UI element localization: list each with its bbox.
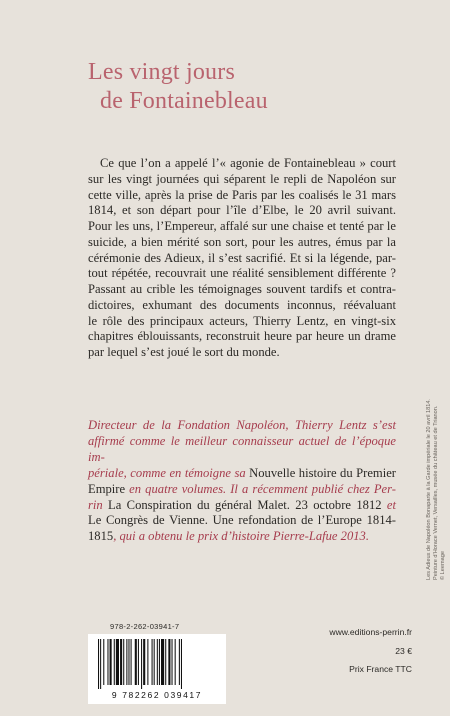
summary-line: cérémonie des Adieux, il s’est sacrifié. Et si la légende, par- (88, 250, 396, 265)
summary-line: 1814, et son départ pour l’île d’Elbe, le 20 avril suivant. (88, 203, 396, 218)
barcode-block (88, 622, 228, 704)
title-line-2: de Fontainebleau (100, 88, 268, 114)
credit-line: Peinture d’Horace Vernet, Versailles, musée du château et de Trianon. (433, 405, 439, 580)
book-summary (88, 156, 396, 361)
book-title (88, 58, 268, 116)
summary-line: le rôle des principaux acteurs, Thierry Lentz, en vingt-six (88, 313, 396, 328)
bio-line (88, 498, 396, 514)
publisher-website: www.editions-perrin.fr (329, 627, 412, 637)
barcode-icon (98, 639, 216, 689)
bio-text: rin (88, 497, 109, 512)
barcode-digits: 9 782262 039417 (111, 690, 203, 700)
bio-text: , qui a obtenu le prix d’histoire Pierre-Lafue 2013. (113, 529, 369, 544)
bio-text: Directeur de la Fondation Napoléon, Thierry Lentz s’est (88, 418, 396, 432)
price-label: Prix France TTC (349, 664, 412, 675)
book-reference: 1815 (88, 529, 114, 544)
summary-line: chapitres éblouissants, reconstruit heure par heure un drame (88, 329, 396, 344)
book-reference: La Conspiration du général Malet. 23 octobre 1812 (108, 497, 382, 512)
bio-line (88, 418, 396, 434)
bio-line (88, 482, 396, 498)
title-line-1: Les vingt jours (88, 59, 235, 85)
bio-line (88, 466, 396, 482)
summary-line: sur les vingt journées qui séparent le repli de Napoléon sur (88, 171, 396, 186)
cover-image-credit (426, 399, 447, 580)
author-bio (88, 418, 396, 545)
summary-line: tout répétée, recouvrait une réalité sensiblement différente ? (88, 266, 396, 281)
summary-line: par lequel s’est joué le sort du monde. (88, 345, 280, 359)
bio-line (88, 434, 396, 466)
barcode (88, 634, 226, 704)
summary-line: cette ville, après la prise de Paris par les coalisés le 31 mars (88, 187, 396, 202)
publisher-info (329, 628, 412, 684)
credit-line: Les Adieux de Napoléon Bonaparte à la Garde impériale le 20 avril 1814. (426, 399, 432, 580)
bio-text: en quatre volumes. Il a récemment publié chez Per- (125, 481, 396, 496)
bio-line (88, 513, 396, 529)
isbn-number: 978-2-262-03941-7 (110, 622, 180, 631)
credit-line: © Leemage (440, 550, 446, 580)
bio-line (88, 529, 396, 545)
bio-text: et (381, 497, 396, 512)
summary-line: suicide, a bien mérité son sort, pour les autres, émus par la (88, 234, 396, 249)
bio-text: périale, comme en témoigne sa (88, 465, 250, 480)
summary-line: Pour les uns, l’Empereur, affalé sur une chaise et tenté par le (88, 219, 396, 233)
bio-text: affirmé comme le meilleur connaisseur actuel de l’époque im- (88, 433, 396, 464)
price: 23 € (395, 645, 412, 656)
book-reference: Empire (88, 481, 126, 496)
summary-line: dictoires, exhumant des documents inconnus, réévaluant (88, 297, 396, 312)
book-reference: Nouvelle histoire du Premier (249, 465, 397, 480)
summary-line: Passant au crible les témoignages souvent tardifs et contra- (88, 282, 396, 296)
book-reference: Le Congrès de Vienne. Une refondation de l’Europe 1814- (88, 513, 396, 528)
summary-line: Ce que l’on a appelé l’« agonie de Fontainebleau » court (100, 156, 396, 170)
